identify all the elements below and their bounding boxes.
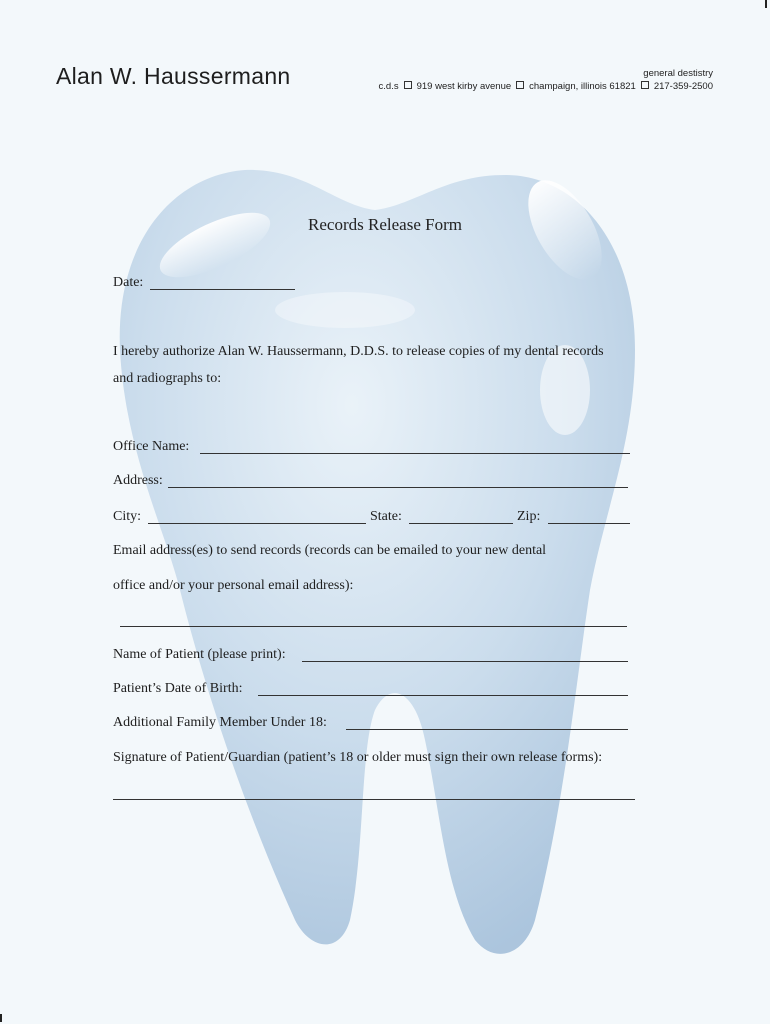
office-name-label: Office Name: [113, 439, 190, 454]
bullet-square-icon [404, 81, 412, 89]
patient-name-field[interactable] [302, 661, 628, 662]
date-field[interactable] [150, 289, 295, 290]
family-member-field[interactable] [346, 729, 628, 730]
email-field[interactable] [120, 626, 627, 627]
zip-field[interactable] [548, 523, 630, 524]
family-member-label: Additional Family Member Under 18: [113, 715, 327, 730]
form-title: Records Release Form [308, 215, 462, 234]
credentials: c.d.s [378, 81, 399, 92]
signature-field[interactable] [113, 799, 635, 800]
email-instructions-line1: Email address(es) to send records (records can be emailed to your new dental [113, 543, 547, 558]
patient-dob-label: Patient’s Date of Birth: [113, 681, 243, 696]
bullet-square-icon [641, 81, 649, 89]
practice-contact-line [379, 81, 713, 92]
city-label: City: [113, 509, 142, 524]
zip-label: Zip: [517, 509, 541, 524]
scan-edge-mark [765, 0, 767, 8]
city-address: champaign, illinois 61821 [529, 81, 636, 92]
dentist-name: Alan W. Haussermann [56, 63, 291, 89]
patient-name-label: Name of Patient (please print): [113, 647, 286, 662]
email-instructions-line2: office and/or your personal email address): [113, 578, 354, 593]
authorization-text-line1: I hereby authorize Alan W. Haussermann, D.D.S. to release copies of my dental records [113, 344, 604, 359]
authorization-text-line2: and radiographs to: [113, 371, 222, 386]
state-field[interactable] [409, 523, 513, 524]
phone-number: 217-359-2500 [653, 81, 713, 92]
address-label: Address: [113, 473, 163, 488]
address-field[interactable] [168, 487, 628, 488]
date-label: Date: [113, 275, 144, 290]
state-label: State: [370, 509, 402, 524]
scan-edge-mark [0, 1014, 2, 1022]
street-address: 919 west kirby avenue [416, 81, 512, 92]
signature-label: Signature of Patient/Guardian (patient’s 18 or older must sign their own release forms): [113, 750, 603, 765]
practice-specialty: general destistry [643, 68, 713, 79]
office-name-field[interactable] [200, 453, 630, 454]
tooth-watermark-icon [95, 150, 655, 970]
bullet-square-icon [516, 81, 524, 89]
city-field[interactable] [148, 523, 366, 524]
patient-dob-field[interactable] [258, 695, 628, 696]
